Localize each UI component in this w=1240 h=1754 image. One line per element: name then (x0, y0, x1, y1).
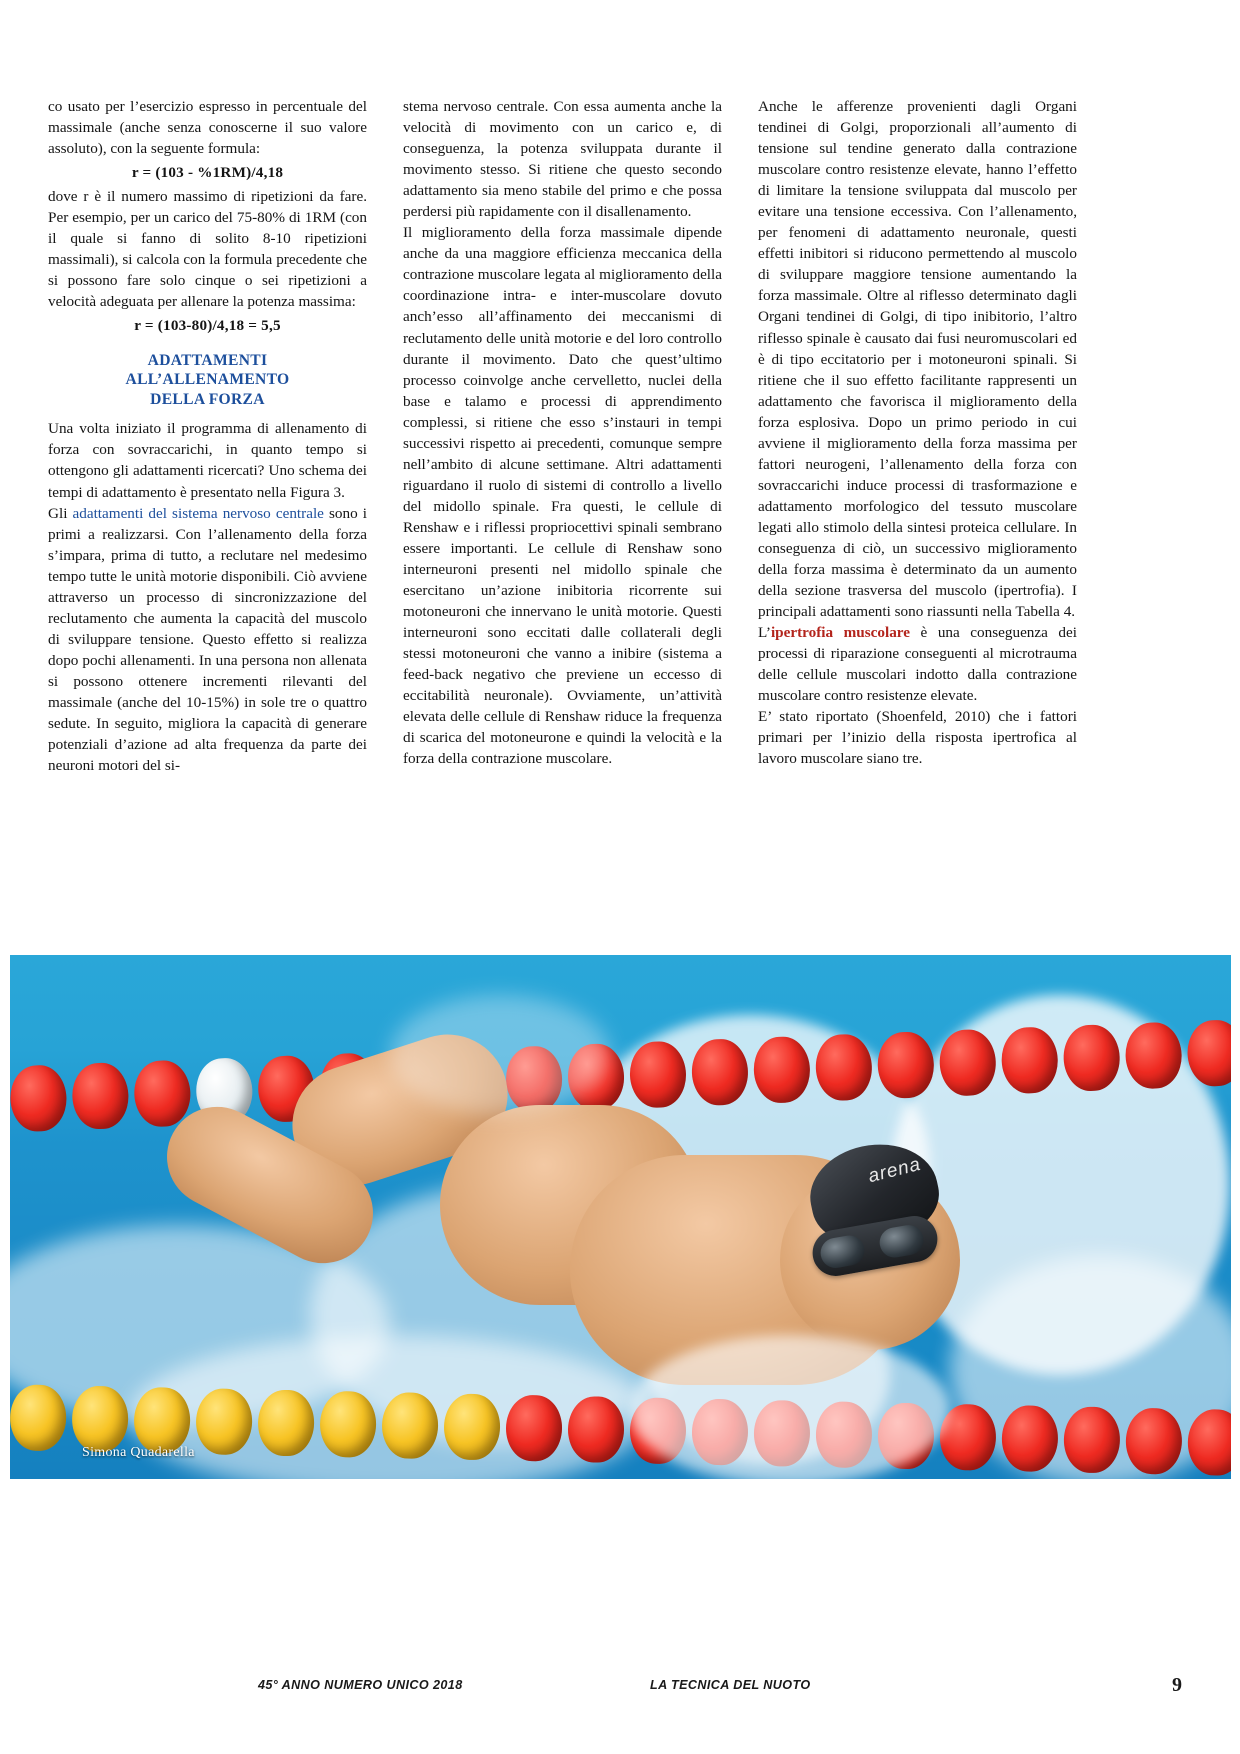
lane-float (629, 1041, 687, 1109)
text-column-1 (48, 96, 367, 776)
paragraph: Anche le afferenze provenienti dagli Organi tendinei di Golgi, proporzionali all’aumento di tensione sul tendine generato dalla contrazione muscolare contro resistenze elevate, hanno l’effetto di limitare la tensione sviluppata dal muscolo per evitare una tensione eccessiva. Con l’allenamento, per fenomeni di adattamento neuronale, questi effetti inibitori si riducono permettendo al muscolo di sviluppare maggiore tensione aumentando la forza massimale. Oltre al riflesso determinato dagli Organi tendinei di Golgi, di tipo inibitorio, l’altro riflesso spinale è causato dai fusi neuromuscolari ed è di tipo eccitatorio per i motoneuroni spinali. Si ritiene che il suo effetto facilitante rappresenti un adattamento che favorisca il miglioramento della forza esplosiva. Dopo un primo periodo in cui avviene il miglioramento della forza massima per fattori neurogeni, l’allenamento della forza con sovraccarichi induce processi di trasformazione e adattamento morfologico del tessuto muscolare legati allo stimolo della sintesi proteica cellulare. In conseguenza di ciò, un successivo miglioramento della forza massima è determinato da un aumento della sezione trasversa del muscolo (ipertrofia). I principali adattamenti sono riassunti nella Tabella 4. (758, 98, 1077, 621)
page-footer (0, 1674, 1240, 1702)
lane-float (195, 1388, 252, 1455)
paragraph-lead: Gli (48, 504, 73, 522)
footer-publication-label: LA TECNICA DEL NUOTO (650, 1678, 811, 1692)
text-column-3 (758, 96, 1077, 776)
lane-float (381, 1392, 438, 1459)
paragraph-rest: è una conseguenza dei processi di riparazione conseguenti al microtrauma delle cellule muscolari indotto dalla contrazione muscolare contro resistenze elevate. (758, 624, 1077, 705)
paragraph-with-highlight (758, 622, 1077, 706)
lane-float (71, 1386, 128, 1453)
paragraph: E’ stato riportato (Shoenfeld, 2010) che i fattori primari per l’inizio della risposta ipertrofica al lavoro muscolare siano tre. (758, 708, 1077, 768)
cap-brand-label: arena (866, 1153, 924, 1188)
paragraph: dove r è il numero massimo di ripetizioni da fare. Per esempio, per un carico del 75-80% di 1RM (con il quale si fanno di solito 8-10 ripetizioni massimali), si calcola con la formula precedente che si possono fare solo cinque o sei ripetizioni a velocità adeguata per allenare la potenza massima: (48, 188, 367, 311)
paragraph-lead: L’ (758, 624, 771, 642)
lane-float (443, 1393, 500, 1460)
section-heading-line-2: ALL’ALLENAMENTO (125, 371, 290, 389)
highlight-term-nervous-system: adattamenti del sistema nervoso centrale (72, 504, 324, 522)
lane-float (133, 1060, 191, 1128)
lane-float (877, 1031, 935, 1099)
lane-float (1062, 1024, 1120, 1092)
lane-float (815, 1033, 873, 1101)
paragraph-rest: sono i primi a realizzarsi. Con l’allenamento della forza s’impara, prima di tutto, a reclutare nel medesimo tempo tutte le unità motorie disponibili. Ciò avviene attraverso un processo di sincronizzazione del reclutamento che aumenta la capacità del muscolo di sviluppare tensione. Questo effetto si realizza dopo pochi allenamenti. In una persona non allenata si possono ottenere incrementi rilevanti del massimale (anche del 10-15%) in sole tre o quattro sedute. In seguito, migliora la capacità di generare potenziali d’azione ad alta frequenza da parte dei neuroni motori del si- (48, 504, 367, 775)
lane-float (691, 1038, 749, 1106)
goggle-lens-left (818, 1233, 867, 1270)
text-column-2 (403, 96, 722, 776)
lane-float (10, 1064, 68, 1132)
footer-issue-label: 45° ANNO NUMERO UNICO 2018 (258, 1678, 463, 1692)
paragraph: co usato per l’esercizio espresso in percentuale del massimale (anche senza conoscerne il suo valore assoluto), con la seguente formula: (48, 98, 367, 158)
section-heading (48, 351, 367, 411)
lane-float (257, 1389, 314, 1456)
lane-float (1001, 1405, 1058, 1472)
lane-float (1125, 1408, 1182, 1475)
lane-float (133, 1387, 190, 1454)
lane-float (1186, 1019, 1231, 1087)
lane-float (71, 1062, 129, 1130)
formula-1rm: r = (103 - %1RM)/4,18 (131, 164, 284, 182)
section-heading-line-3: DELLA FORZA (150, 391, 265, 409)
lane-float (1124, 1021, 1182, 1089)
article-columns (48, 96, 1078, 776)
highlight-term-hypertrophy: ipertrofia muscolare (770, 624, 910, 642)
photo-caption: Simona Quadarella (82, 1445, 195, 1460)
lane-float (567, 1396, 624, 1463)
lane-float (1187, 1409, 1231, 1476)
section-heading-line-1: ADATTAMENTI (147, 351, 268, 369)
lane-float (938, 1029, 996, 1097)
lane-float (1063, 1406, 1120, 1473)
splash-foam-front (390, 995, 610, 1115)
lane-float (1000, 1026, 1058, 1094)
paragraph: Una volta iniziato il programma di allenamento di forza con sovraccarichi, in quanto tempo si ottengono gli adattamenti ricercati? Uno schema dei tempi di adattamento è presentato nella Figura 3. (48, 420, 367, 501)
page-number: 9 (1172, 1674, 1182, 1696)
splash-foam-front (630, 1335, 950, 1479)
paragraph-with-highlight (48, 503, 367, 777)
lane-float (753, 1036, 811, 1104)
paragraph: stema nervoso centrale. Con essa aumenta anche la velocità di movimento con un carico e, di conseguenza, la potenza sviluppata durante il movimento stesso. Si ritiene che questo secondo adattamento sia meno stabile del primo e che possa perdersi più rapidamente con il disallenamento. (403, 98, 722, 221)
lane-float (505, 1395, 562, 1462)
formula-result: r = (103-80)/4,18 = 5,5 (134, 317, 281, 335)
lane-float (319, 1391, 376, 1458)
article-photo (10, 955, 1231, 1479)
lane-float (10, 1384, 67, 1451)
paragraph: Il miglioramento della forza massimale dipende anche da una maggiore efficienza meccanica della contrazione muscolare legata al miglioramento della coordinazione intra- e inter-muscolare dovuto anch’esso all’affinamento dei meccanismi di reclutamento delle unità motorie e del loro controllo durante il movimento. Dato che quest’ultimo processo coinvolge anche cervelletto, nuclei della base e talamo e processi di apprendimento complessi, si ritiene che esso s’instauri in tempi successivi rispetto ai precedenti, comunque sempre nell’ambito di alcune settimane. Altri adattamenti riguardano il ruolo di sistemi di controllo a livello del midollo spinale. Fra questi, le cellule di Renshaw e i riflessi propriocettivi spinali sembrano essere importanti. Le cellule di Renshaw sono interneuroni presenti nel midollo spinale che esercitano un’azione inibitoria ricorrente sui motoneuroni che innervano le unità motorie. Questi interneuroni sono eccitati dalle collaterali degli stessi motoneuroni che vanno a inibire (sistema a feed-back negativo che previene un eccesso di eccitabilità neuronale). Ovviamente, un’attività elevata delle cellule di Renshaw riduce la frequenza di scarica del motoneurone e quindi la velocità e la forza della contrazione muscolare. (403, 224, 722, 768)
goggle-lens-right (877, 1223, 926, 1260)
